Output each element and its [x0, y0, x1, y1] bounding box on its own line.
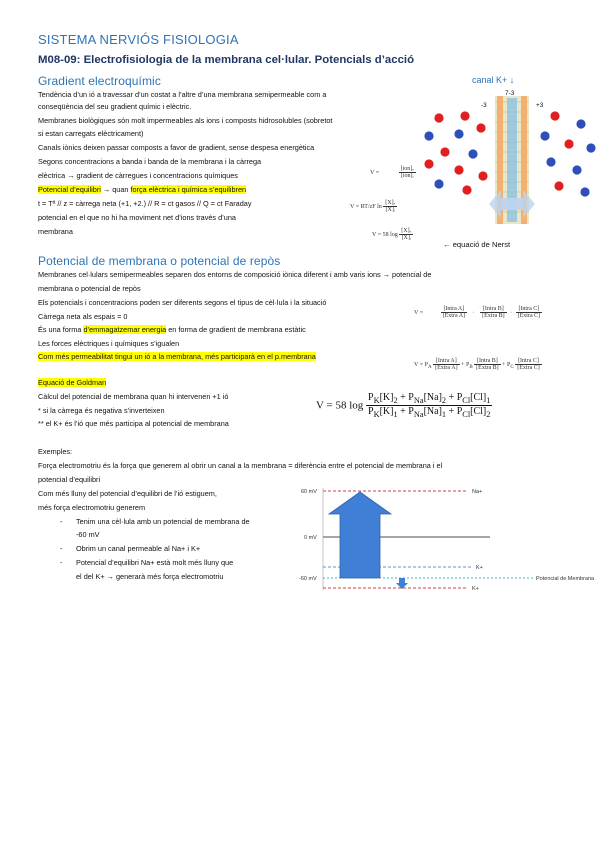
text-line: potencial d’equilibri: [38, 475, 101, 484]
examples-heading: Exemples:: [38, 447, 73, 456]
text-line: Com més lluny del potencial d’equilibri de l’ió estiguem,: [38, 489, 217, 498]
text-line: Segons concentracions a banda i banda de la membrana i la càrrega: [38, 157, 262, 166]
label-60mv: 60 mV: [301, 489, 317, 495]
label-minus60mv: -60 mV: [299, 576, 317, 582]
goldman-heading: Equació de Goldman: [38, 378, 107, 387]
channel-number-left: -3: [481, 102, 487, 109]
document-title: M08-09: Electrofisiologia de la membrana cel·lular. Potencials d’acció: [38, 54, 415, 66]
ratio-formula: V = $\frac{\text{[Intra A]}}{\text{[Extra A]}}$ · $\frac{\text{[Intra B]}}{\text{[Extra B]}}$ · $\frac{\text{[Intra C]}}{\text{[Extra C]}}$: [414, 306, 541, 319]
permeability-highlight: Com més permeabilitat tingui un ió a la membrana, més participarà en el p.membrana: [38, 352, 316, 361]
nernst-formula-3: V = 58 log $\frac{\text{[X]ₑ}}{\text{[X]ᵢ}}$: [372, 228, 412, 241]
text-line: Tendència d’un ió a travessar d’un costat a l’altre d’una membrana semipermeable com a: [38, 90, 327, 99]
k-force-arrow: [396, 578, 408, 589]
text-line: membrana o potencial de repòs: [38, 284, 141, 293]
equilibrium-line: [38, 185, 246, 194]
channel-number-right: +3: [536, 102, 544, 109]
arrow-text: → quan: [100, 185, 131, 194]
label-membrane-potential: Potencial de Membrana: [536, 576, 595, 582]
text-line: Càlcul del potencial de membrana quan hi intervenen +1 ió: [38, 392, 229, 401]
section-heading-resting-potential: Potencial de membrana o potencial de repòs: [38, 254, 281, 268]
equilibrium-highlight: força elèctrica i química s’equilibren: [130, 185, 247, 194]
bullet-text: -60 mV: [76, 530, 100, 539]
permeability-line: [38, 352, 316, 361]
text-line: potencial en el que no hi ha moviment net d’ions través d’una: [38, 213, 236, 222]
goldman-heading-line: [38, 378, 106, 387]
text-line: si estan carregats elèctricament): [38, 129, 144, 138]
channel-figure-label: canal K+ ↓: [472, 75, 515, 85]
equilibrium-label: Potencial d’equilibri: [38, 185, 101, 194]
goldman-formula: V = 58 log $\frac{P_K[K]_2 + P_{Na}[Na]_2 + P_{Cl}[Cl]_1}{P_K[K]_1 + P_{Na}[Na]_1 + P_{Cl}[Cl]_2}$: [316, 392, 491, 419]
text-line: membrana: [38, 227, 73, 236]
bullet-text: el del K+ → generarà més força electromotriu: [76, 572, 224, 581]
text-line: * si la càrrega és negativa s’inverteixen: [38, 406, 165, 415]
ions-intracellular: [540, 111, 595, 196]
text-line: ** el K+ és l’ió que més participa al potencial de membrana: [38, 419, 229, 428]
section-heading-gradient: Gradient electroquímic: [38, 74, 161, 88]
text-line: conseqüència del seu gradient químic i elèctric.: [38, 102, 192, 111]
bullet-dash: -: [60, 517, 63, 526]
weighted-formula: $V = P_A$ $\frac{\text{[Intra A]}}{\text{[Extra A]}}$ + $P_B$ $\frac{\text{[Intra B]}}{\text{[Extra B]}}$ + $P_C$ $\frac{\text{[Intra C]}}{\text{[Extra C]}}$: [414, 358, 540, 371]
text-line: t = Tª // z = càrrega neta (+1, +2.) // R = ct gasos // Q = ct Faraday: [38, 199, 252, 208]
bullet-text: Obrim un canal permeable al Na+ i K+: [76, 544, 201, 553]
text-line: Força electromotriu és la força que generem al obrir un canal a la membrana = diferència entre el potencial de membrana i el: [38, 461, 443, 470]
na-force-arrow: [329, 492, 391, 578]
ions-extracellular: [424, 111, 487, 194]
ion-channel-figure: [415, 86, 603, 234]
label-0mv: 0 mV: [304, 535, 317, 541]
energy-highlight: d’emmagatzemar energia: [83, 325, 167, 334]
text-line: més força electromotriu generem: [38, 503, 146, 512]
nernst-caption: ← equació de Nerst: [443, 240, 511, 249]
nernst-formula-2: V = RT/zF ln $\frac{\text{[X]ₑ}}{\text{[X]ᵢ}}$: [350, 200, 396, 213]
label-k: K+: [476, 565, 483, 571]
bullet-text: Potencial d’equilibri Na+ està molt més lluny que: [76, 558, 234, 567]
text-line: Canals iònics deixen passar composts a favor de gradient, sense despesa energètica: [38, 143, 315, 152]
potential-diagram: [298, 482, 603, 596]
nernst-formula-1: V = $\frac{\text{[ion]ₑ}}{\text{[ion]ᵢ}}$: [370, 166, 414, 179]
label-k-2: K+: [472, 586, 479, 592]
text-line: elèctrica → gradient de càrregues i concentracions químiques: [38, 171, 238, 180]
bullet-text: Tenim una cèl·lula amb un potencial de membrana de: [76, 517, 250, 526]
bullet-dash: -: [60, 544, 63, 553]
bullet-dash: -: [60, 558, 63, 567]
energy-line: És una forma d’emmagatzemar energia en forma de gradient de membrana estàtic: [38, 325, 306, 334]
channel-number-top: 7-3: [505, 90, 515, 97]
text-line: Membranes biològiques són molt impermeables als ions i composts hidrosolubles (sobretot: [38, 116, 333, 125]
text-line: Membranes cel·lulars semipermeables separen dos entorns de composició iònica diferent i amb varis ions → potencial de: [38, 270, 432, 279]
label-na: Na+: [472, 489, 483, 495]
text-line: Les forces elèctriques i químiques s’igualen: [38, 339, 180, 348]
system-title: SISTEMA NERVIÓS FISIOLOGIA: [38, 32, 239, 47]
text-line: Càrrega neta als espais = 0: [38, 312, 128, 321]
text-line: Els potencials i concentracions poden ser diferents segons el tipus de cèl·lula i la situació: [38, 298, 327, 307]
